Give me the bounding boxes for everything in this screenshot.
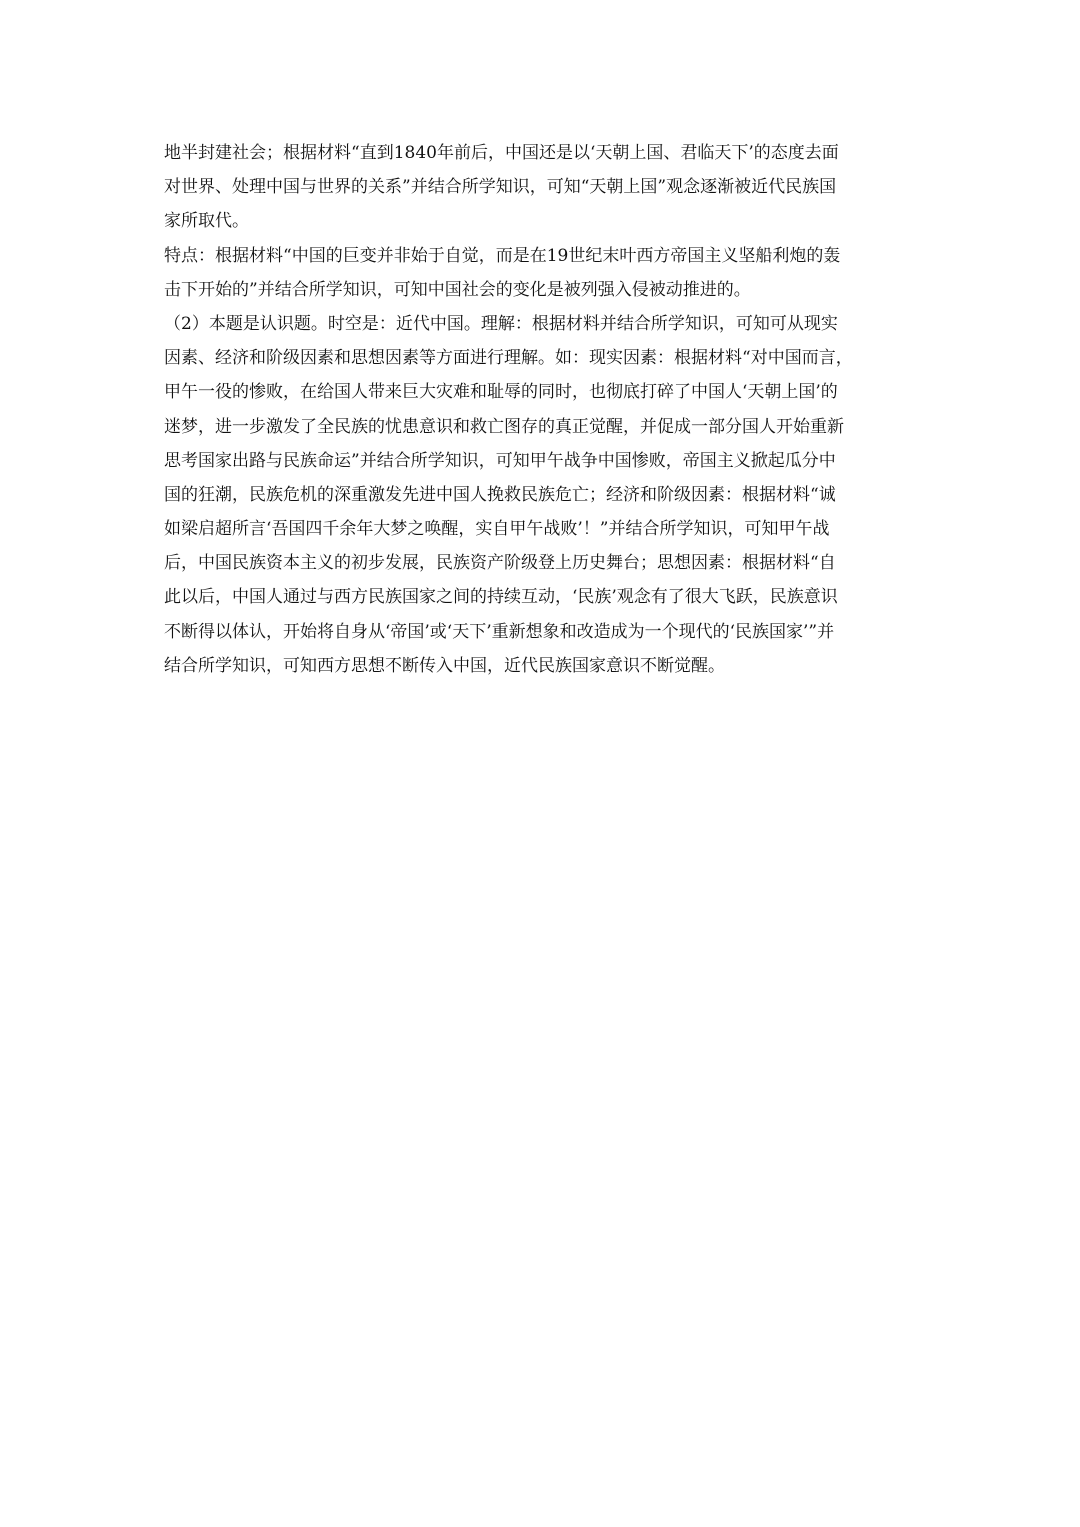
text-line: 国的狂潮，民族危机的深重激发先进中国人挽救民族危亡；经济和阶级因素：根据材料“诚	[164, 484, 836, 505]
text-line: 对世界、处理中国与世界的关系”并结合所学知识，可知“天朝上国”观念逐渐被近代民族国	[164, 177, 837, 198]
text-line: 后，中国民族资本主义的初步发展，民族资产阶级登上历史舞台；思想因素：根据材料“自	[164, 553, 836, 574]
answer-text-block	[164, 136, 920, 683]
text-line: 击下开始的”并结合所学知识，可知中国社会的变化是被列强入侵被动推进的。	[164, 279, 751, 300]
text-line: 甲午一役的惨败，在给国人带来巨大灾难和耻辱的同时，也彻底打碎了中国人‘天朝上国’的	[164, 382, 838, 403]
text-line: 特点：根据材料“中国的巨变并非始于自觉，而是在19世纪末叶西方帝国主义坚船利炮的轰	[164, 245, 841, 266]
text-line: 地半封建社会；根据材料“直到1840年前后，中国还是以‘天朝上国、君临天下’的态度去面	[164, 143, 839, 163]
text-line: 结合所学知识，可知西方思想不断传入中国，近代民族国家意识不断觉醒。	[164, 655, 725, 676]
text-line: 如梁启超所言‘吾国四千余年大梦之唤醒，实自甲午战败’！”并结合所学知识，可知甲午战	[164, 519, 830, 540]
text-line: 因素、经济和阶级因素和思想因素等方面进行理解。如：现实因素：根据材料“对中国而言，	[164, 348, 853, 369]
text-line: （2）本题是认识题。时空是：近代中国。理解：根据材料并结合所学知识，可知可从现实	[164, 313, 838, 334]
text-line: 迷梦，进一步激发了全民族的忧患意识和救亡图存的真正觉醒，并促成一部分国人开始重新	[164, 416, 844, 437]
text-line: 此以后，中国人通过与西方民族国家之间的持续互动，‘民族’观念有了很大飞跃，民族意识	[164, 587, 838, 608]
text-line: 思考国家出路与民族命运”并结合所学知识，可知甲午战争中国惨败，帝国主义掀起瓜分中	[164, 450, 836, 471]
text-line: 不断得以体认，开始将自身从‘帝国’或‘天下’重新想象和改造成为一个现代的‘民族国家’”并	[164, 621, 835, 642]
text-line: 家所取代。	[164, 211, 249, 232]
